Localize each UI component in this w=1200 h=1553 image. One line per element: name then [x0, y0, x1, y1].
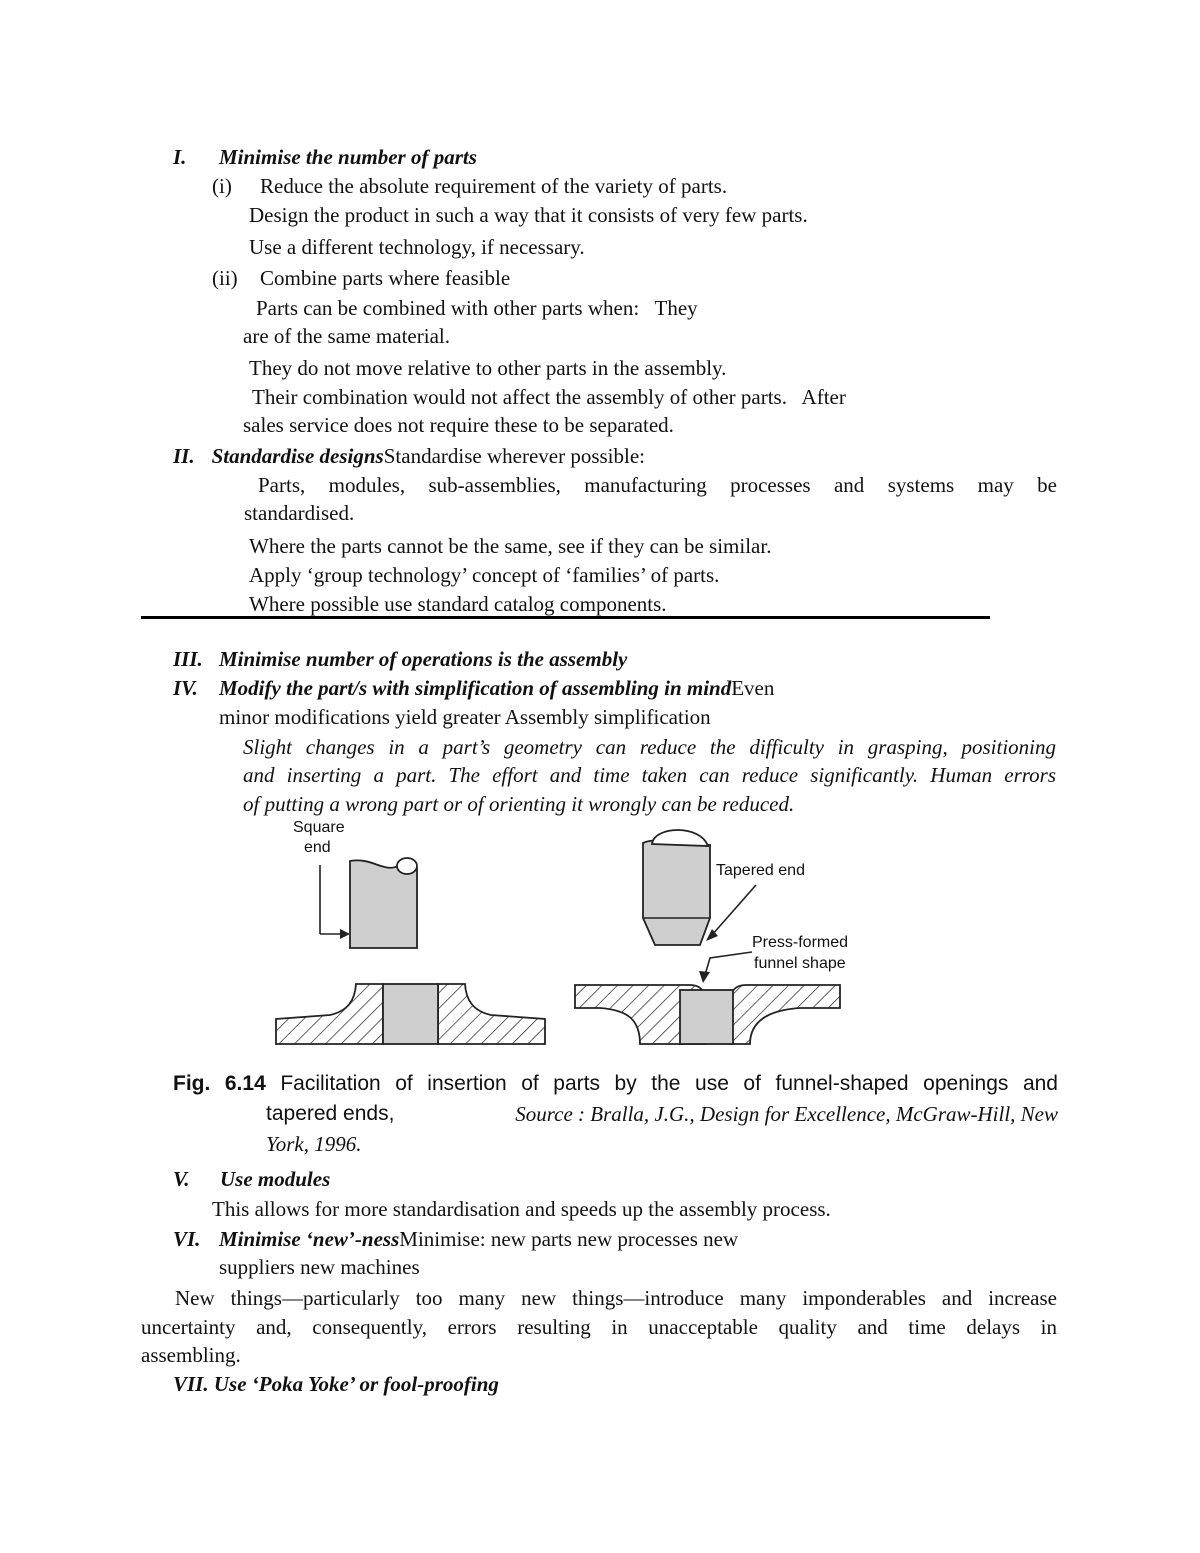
item-i-label: (i): [212, 174, 232, 198]
label-press-formed-line-1: Press-formed: [752, 934, 849, 951]
label-square-line-1: Square: [293, 819, 345, 836]
left-plate-left-half: [276, 984, 383, 1044]
left-plate-right-half: [438, 984, 545, 1044]
section-2-heading-tail: Standardise wherever possible:: [383, 444, 645, 468]
figure-caption-line-3: York, 1996.: [266, 1132, 362, 1156]
section-3-heading: Minimise number of operations is the assembly: [219, 647, 628, 671]
item-ii-text: Combine parts where feasible: [260, 266, 511, 290]
right-plate-right-half: [730, 985, 840, 1044]
item-ii-line-3: are of the same material.: [243, 324, 450, 348]
item-ii-line-5: Their combination would not affect the assembly of other parts. After: [252, 385, 846, 409]
item-ii-line-2: Parts can be combined with other parts when: They: [256, 296, 698, 320]
figure-caption-tapered: tapered ends,: [266, 1102, 395, 1125]
section-6-heading: Minimise ‘new’-ness: [219, 1227, 400, 1251]
label-tapered-end: Tapered end: [716, 862, 805, 879]
item-i-line-2: Design the product in such a way that it consists of very few parts.: [249, 203, 808, 227]
section-3-numeral: III.: [173, 647, 203, 671]
section-4-numeral: IV.: [173, 676, 198, 700]
section-2-line-4: Where the parts cannot be the same, see if they can be similar.: [249, 534, 772, 558]
tapered-end-part: [643, 841, 710, 945]
section-2-line-5: Apply ‘group technology’ concept of ‘families’ of parts.: [249, 563, 720, 587]
figure-caption-label: Fig. 6.14: [173, 1072, 266, 1095]
section-6-numeral: VI.: [173, 1227, 201, 1251]
figure-caption-line-2: [266, 1099, 1058, 1129]
section-2-line-6: Where possible use standard catalog components.: [249, 592, 667, 616]
section-6-line-2: suppliers new machines: [219, 1255, 420, 1279]
label-press-formed-line-2: funnel shape: [754, 955, 846, 972]
figure-caption-source: Source : Bralla, J.G., Design for Excellence, McGraw-Hill, New: [515, 1102, 1058, 1126]
square-end-arrowhead: [340, 929, 350, 939]
press-formed-leader: [705, 952, 752, 975]
section-4-italic-1: Slight changes in a part’s geometry can reduce the difficulty in grasping, positioning: [243, 735, 1056, 759]
square-end-part-cap: [397, 858, 417, 874]
section-1-heading: Minimise the number of parts: [219, 145, 477, 169]
section-2-numeral: II.: [173, 444, 195, 468]
left-plate-hole: [383, 984, 438, 1044]
press-formed-arrowhead: [699, 971, 710, 983]
section-6-line: [219, 1226, 738, 1252]
paragraph-line-3: assembling.: [141, 1343, 241, 1367]
figure-caption-text: Facilitation of insertion of parts by the use of funnel-shaped openings and: [280, 1072, 1058, 1095]
paragraph-line-1: New things—particularly too many new things—introduce many imponderables and increase: [175, 1286, 1057, 1310]
item-ii-label: (ii): [212, 266, 238, 290]
item-i-text: Reduce the absolute requirement of the variety of parts.: [260, 174, 728, 198]
paragraph-line-2: uncertainty and, consequently, errors resulting in unacceptable quality and time delays in: [141, 1315, 1057, 1339]
figure-caption-line-1: [173, 1069, 1058, 1099]
section-2-line-3: standardised.: [244, 501, 355, 525]
section-5-heading: Use modules: [220, 1167, 331, 1191]
section-2-line-2: Parts, modules, sub-assemblies, manufacturing processes and systems may be: [258, 473, 1057, 497]
right-plate-hole: [680, 990, 733, 1044]
section-2-heading: Standardise designs: [211, 444, 384, 468]
section-6-heading-tail: Minimise: new parts new processes new: [399, 1227, 739, 1251]
item-ii-line-4: They do not move relative to other parts in the assembly.: [249, 356, 727, 380]
section-1-numeral: I.: [173, 145, 187, 169]
tapered-end-leader: [712, 885, 756, 935]
tapered-end-part-cap: [652, 830, 708, 846]
section-4-heading: Modify the part/s with simplification of assembling in mind: [219, 676, 732, 700]
section-5-line-2: This allows for more standardisation and speeds up the assembly process.: [212, 1197, 831, 1221]
item-ii-line-6: sales service does not require these to be separated.: [243, 413, 674, 437]
section-7-heading: VII. Use ‘Poka Yoke’ or fool-proofing: [173, 1372, 499, 1396]
item-i-line-3: Use a different technology, if necessary.: [249, 235, 585, 259]
label-square-line-2: end: [304, 839, 331, 856]
section-4-heading-tail: Even: [731, 676, 775, 700]
section-4-italic-2: and inserting a part. The effort and time taken can reduce significantly. Human errors: [243, 763, 1056, 787]
section-4-italic-3: of putting a wrong part or of orienting it wrongly can be reduced.: [243, 792, 795, 816]
section-4-line-2: minor modifications yield greater Assembly simplification: [219, 705, 711, 729]
section-5-numeral: V.: [173, 1167, 190, 1191]
